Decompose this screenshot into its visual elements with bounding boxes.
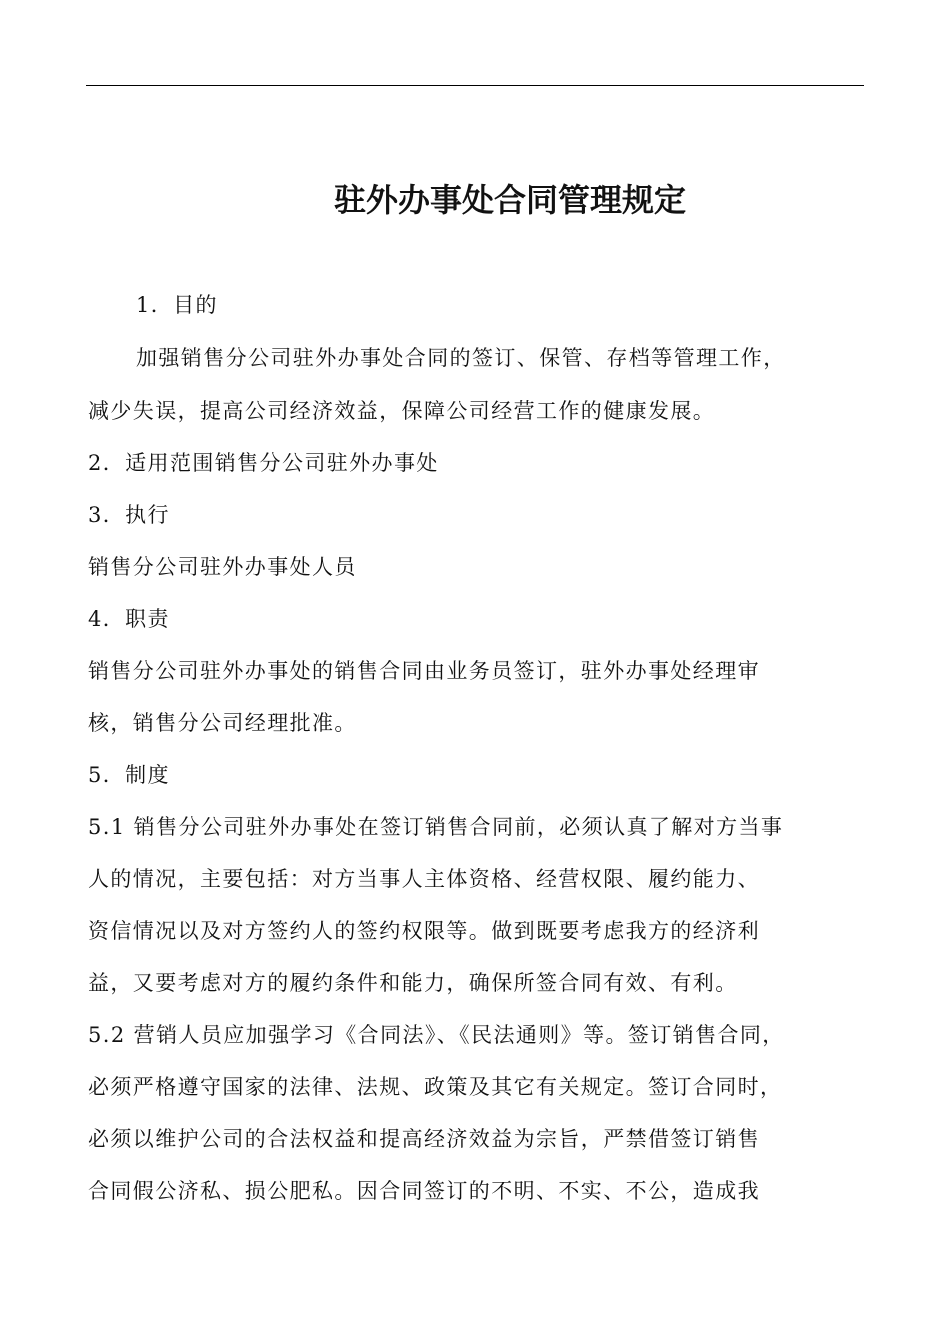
paragraph-line: 资信情况以及对方签约人的签约权限等。做到既要考虑我方的经济利 xyxy=(88,919,760,943)
paragraph-line: 加强销售分公司驻外办事处合同的签订、保管、存档等管理工作， xyxy=(136,346,786,370)
paragraph-line: 5.2 营销人员应加强学习《合同法》、《民法通则》等。签订销售合同， xyxy=(88,1023,785,1047)
section-5-heading: 5．制度 xyxy=(88,763,170,787)
section-4-heading: 4．职责 xyxy=(88,607,170,631)
paragraph-line: 合同假公济私、损公肥私。因合同签订的不明、不实、不公，造成我 xyxy=(88,1179,760,1203)
document-title: 驻外办事处合同管理规定 xyxy=(333,181,686,219)
paragraph-line: 减少失误，提高公司经济效益，保障公司经营工作的健康发展。 xyxy=(88,399,716,423)
paragraph-line: 销售分公司驻外办事处的销售合同由业务员签订，驻外办事处经理审 xyxy=(88,659,760,683)
paragraph-line: 人的情况，主要包括：对方当事人主体资格、经营权限、履约能力、 xyxy=(88,867,760,891)
section-1-heading: 1．目的 xyxy=(136,293,218,317)
section-3-heading: 3．执行 xyxy=(88,503,170,527)
paragraph-line: 必须以维护公司的合法权益和提高经济效益为宗旨，严禁借签订销售 xyxy=(88,1127,760,1151)
paragraph-line: 必须严格遵守国家的法律、法规、政策及其它有关规定。签订合同时， xyxy=(88,1075,783,1099)
header-rule xyxy=(86,85,864,86)
paragraph-line: 核，销售分公司经理批准。 xyxy=(88,711,357,735)
section-2-heading: 2．适用范围销售分公司驻外办事处 xyxy=(88,451,439,475)
paragraph-line: 5.1 销售分公司驻外办事处在签订销售合同前，必须认真了解对方当事 xyxy=(88,815,784,839)
paragraph-line: 销售分公司驻外办事处人员 xyxy=(88,555,357,579)
paragraph-line: 益，又要考虑对方的履约条件和能力，确保所签合同有效、有利。 xyxy=(88,971,738,995)
